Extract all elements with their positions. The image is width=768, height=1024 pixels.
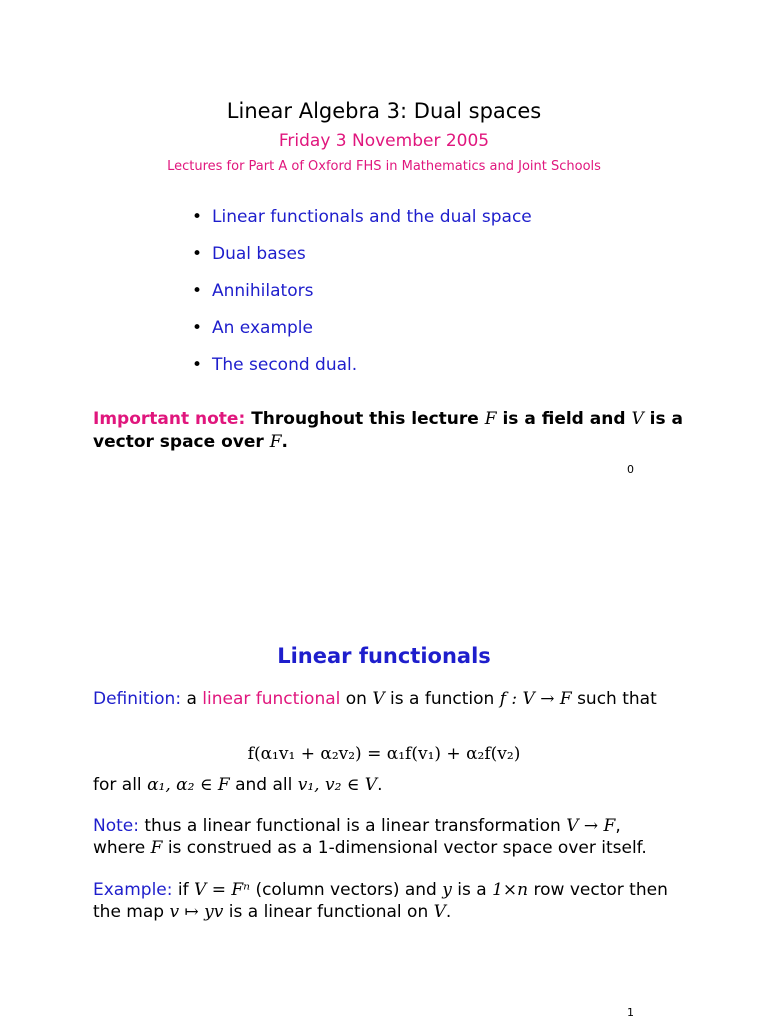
note-text: is construed as a 1-dimensional vector space over itself.	[167, 838, 647, 858]
math-var: V	[631, 409, 644, 429]
topic-item	[192, 278, 532, 315]
topic-label: Annihilators	[212, 281, 314, 301]
math-var: y	[442, 880, 452, 900]
bullet-icon: •	[192, 207, 203, 227]
example-text: .	[445, 902, 452, 922]
topic-label: The second dual.	[212, 355, 358, 375]
math-var: F	[484, 409, 497, 429]
topic-item	[192, 352, 532, 389]
note-paragraph	[93, 815, 677, 859]
math-expression: α₁, α₂ ∈ F	[147, 775, 230, 795]
bullet-icon: •	[192, 318, 203, 338]
math-expression: V = Fⁿ	[194, 880, 251, 900]
definition-text: such that	[577, 689, 657, 709]
forall-text: .	[377, 775, 383, 795]
math-expression: V → F	[566, 816, 616, 836]
forall-paragraph	[93, 774, 677, 796]
slide-subtitle: Lectures for Part A of Oxford FHS in Mathematics and Joint Schools	[167, 159, 601, 174]
slide-date: Friday 3 November 2005	[278, 131, 490, 151]
important-note-label: Important note:	[93, 409, 246, 429]
definition-label: Definition:	[93, 689, 182, 709]
definition-term: linear functional	[202, 689, 341, 709]
example-text: row vector then the map	[93, 880, 668, 922]
topic-label: Linear functionals and the dual space	[212, 207, 532, 227]
math-var: F	[150, 838, 163, 858]
topic-item	[192, 241, 532, 278]
section-heading: Linear functionals	[277, 644, 491, 668]
definition-text: on	[345, 689, 367, 709]
topic-label: An example	[212, 318, 313, 338]
math-expression: v₁, v₂ ∈ V	[297, 775, 378, 795]
bullet-icon: •	[192, 355, 203, 375]
topic-label: Dual bases	[212, 244, 306, 264]
slide-1	[0, 512, 768, 1024]
note-text: thus a linear functional is a linear transformation	[144, 816, 561, 836]
note-text: .	[281, 432, 288, 452]
forall-text: and all	[235, 775, 293, 795]
important-note	[93, 408, 683, 454]
bullet-icon: •	[192, 281, 203, 301]
math-expression: 1×n	[492, 880, 529, 900]
note-text: is a field and	[502, 409, 626, 429]
slide-title: Linear Algebra 3: Dual spaces	[226, 99, 542, 123]
note-text: is a vector space over	[93, 409, 683, 452]
example-text: if	[177, 880, 189, 900]
definition-text: a	[186, 689, 197, 709]
math-var: V	[372, 689, 385, 709]
math-expression: v ↦ yv	[169, 902, 224, 922]
example-label: Example:	[93, 880, 173, 900]
definition-paragraph	[93, 688, 677, 710]
note-text: , where	[93, 816, 621, 858]
linearity-equation: f(α₁v₁ + α₂v₂) = α₁f(v₁) + α₂f(v₂)	[247, 744, 521, 764]
math-var: V	[433, 902, 446, 922]
note-label: Note:	[93, 816, 139, 836]
topic-item	[192, 315, 532, 352]
math-expression: f : V → F	[499, 689, 572, 709]
example-text: is a linear functional on	[228, 902, 429, 922]
example-text: (column vectors) and	[255, 880, 437, 900]
page-number: 1	[627, 1006, 634, 1019]
math-var: F	[269, 432, 282, 452]
topic-list	[192, 204, 532, 389]
bullet-icon: •	[192, 244, 203, 264]
example-text: is a	[457, 880, 487, 900]
topic-item	[192, 204, 532, 241]
forall-text: for all	[93, 775, 142, 795]
example-paragraph	[93, 879, 677, 923]
page-number: 0	[627, 463, 634, 476]
definition-text: is a function	[390, 689, 495, 709]
note-text: Throughout this lecture	[251, 409, 479, 429]
